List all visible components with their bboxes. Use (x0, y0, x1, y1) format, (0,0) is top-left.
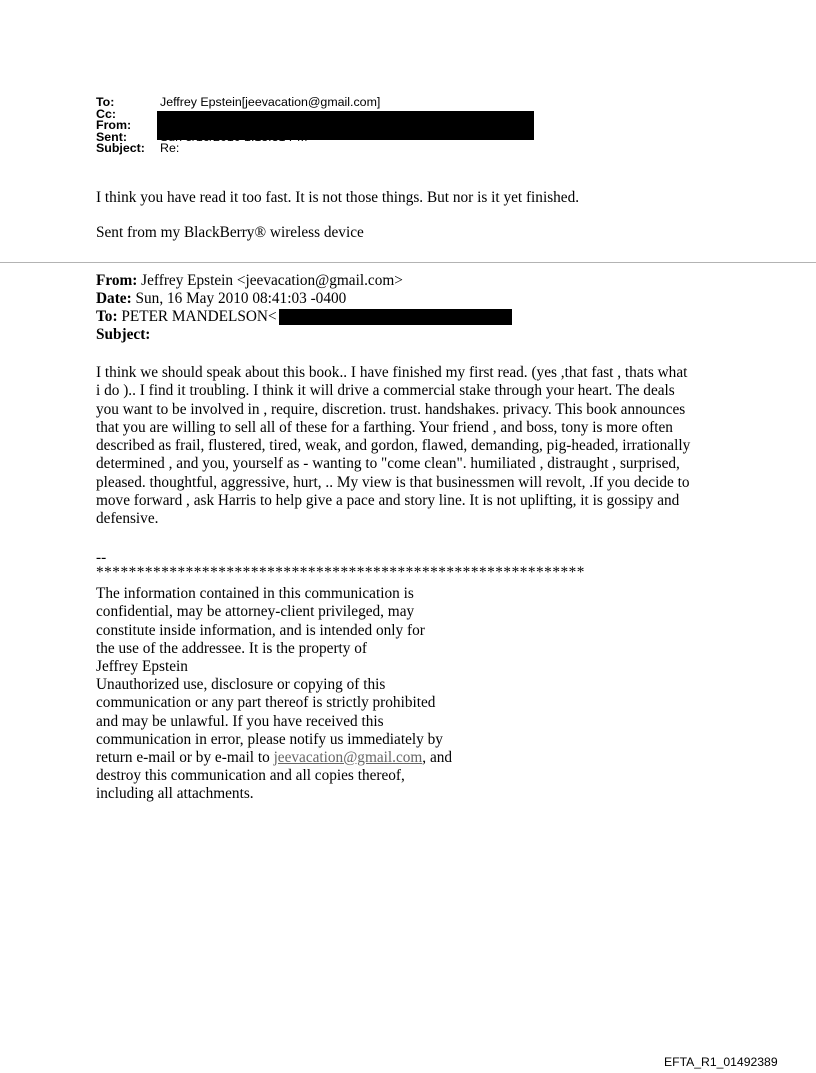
message-body (96, 364, 690, 529)
subject-row (96, 143, 380, 155)
body-line: determined , and you, yourself as - wanting to "come clean". humiliated , distraught , surprised, (96, 455, 680, 473)
disclaimer (96, 585, 585, 803)
disclaimer-line: The information contained in this communication is (96, 585, 414, 603)
body-line: I think we should speak about this book.. I have finished my first read. (yes ,that fast , thats what (96, 364, 688, 381)
fwd-date-value: Sun, 16 May 2010 08:41:03 -0400 (131, 290, 347, 307)
fwd-date-row (96, 290, 403, 308)
signature-stars: ************************************************************ (96, 564, 585, 582)
body-line: move forward , ask Harris to help give a pace and story line. It is not uplifting, it is gossipy and (96, 492, 680, 510)
disclaimer-line: communication in error, please notify us immediately by (96, 730, 443, 748)
fwd-to-value: PETER MANDELSON< (117, 308, 277, 325)
fwd-subject-label: Subject: (96, 326, 151, 343)
email-prefix: return e-mail or by e-mail to (96, 749, 274, 767)
fwd-from-row (96, 272, 403, 290)
to-row (96, 97, 380, 109)
fwd-to-label: To: (96, 308, 118, 325)
disclaimer-email-line (96, 749, 585, 767)
redaction-bar-header (157, 111, 534, 140)
disclaimer-line: communication or any part thereof is strictly prohibited (96, 694, 436, 712)
disclaimer-line: confidential, may be attorney-client privileged, may (96, 603, 415, 621)
subject-value: Re: (160, 141, 180, 156)
fwd-from-label: From: (96, 272, 138, 289)
disclaimer-line: the use of the addressee. It is the property of (96, 639, 368, 657)
forwarded-header (96, 272, 403, 344)
cc-label: Cc: (96, 106, 116, 121)
to-label: To: (96, 95, 115, 109)
fwd-date-label: Date: (96, 290, 132, 307)
signature-block (96, 549, 585, 804)
to-value: Jeffrey Epstein[jeevacation@gmail.com] (160, 95, 381, 109)
disclaimer-line: destroy this communication and all copies thereof, (96, 767, 405, 785)
body-line: defensive. (96, 510, 159, 528)
body-line: pleased. thoughtful, aggressive, hurt, .. My view is that businessmen will revolt, .If you decide to (96, 473, 690, 491)
disclaimer-line: including all attachments. (96, 785, 254, 803)
disclaimer-line: and may be unlawful. If you have received this (96, 712, 384, 730)
document-id: EFTA_R1_01492389 (664, 1055, 778, 1069)
body-line: you want to be involved in , require, discretion. trust. handshakes. privacy. This book announces (96, 400, 686, 418)
body-line: that you are willing to sell all of these for a farthing. Your friend , and boss, tony is more often (96, 418, 673, 436)
body-line: described as frail, flustered, tired, weak, and gordon, flawed, demanding, pig-headed, irrationally (96, 437, 691, 455)
email-link[interactable]: jeevacation@gmail.com (273, 749, 423, 767)
disclaimer-line: Jeffrey Epstein (96, 658, 188, 676)
reply-line-1: I think you have read it too fast. It is not those things. But nor is it yet finished. (96, 189, 580, 206)
from-label: From: (96, 118, 132, 133)
sent-label: Sent: (96, 129, 127, 144)
message-divider (0, 262, 816, 263)
signature-dashes: -- (96, 549, 107, 566)
subject-label: Subject: (96, 141, 145, 156)
body-line: i do ).. I find it troubling. I think it will drive a commercial stake through your heart. The deals (96, 382, 675, 400)
disclaimer-line: constitute inside information, and is intended only for (96, 621, 425, 639)
fwd-subject-row (96, 326, 403, 344)
fwd-from-value: Jeffrey Epstein <jeevacation@gmail.com> (137, 272, 403, 289)
disclaimer-line: Unauthorized use, disclosure or copying of this (96, 676, 386, 694)
redaction-bar-to-address (279, 309, 512, 325)
email-suffix: , and (422, 749, 453, 767)
reply-signature-line: Sent from my BlackBerry® wireless device (96, 224, 364, 241)
